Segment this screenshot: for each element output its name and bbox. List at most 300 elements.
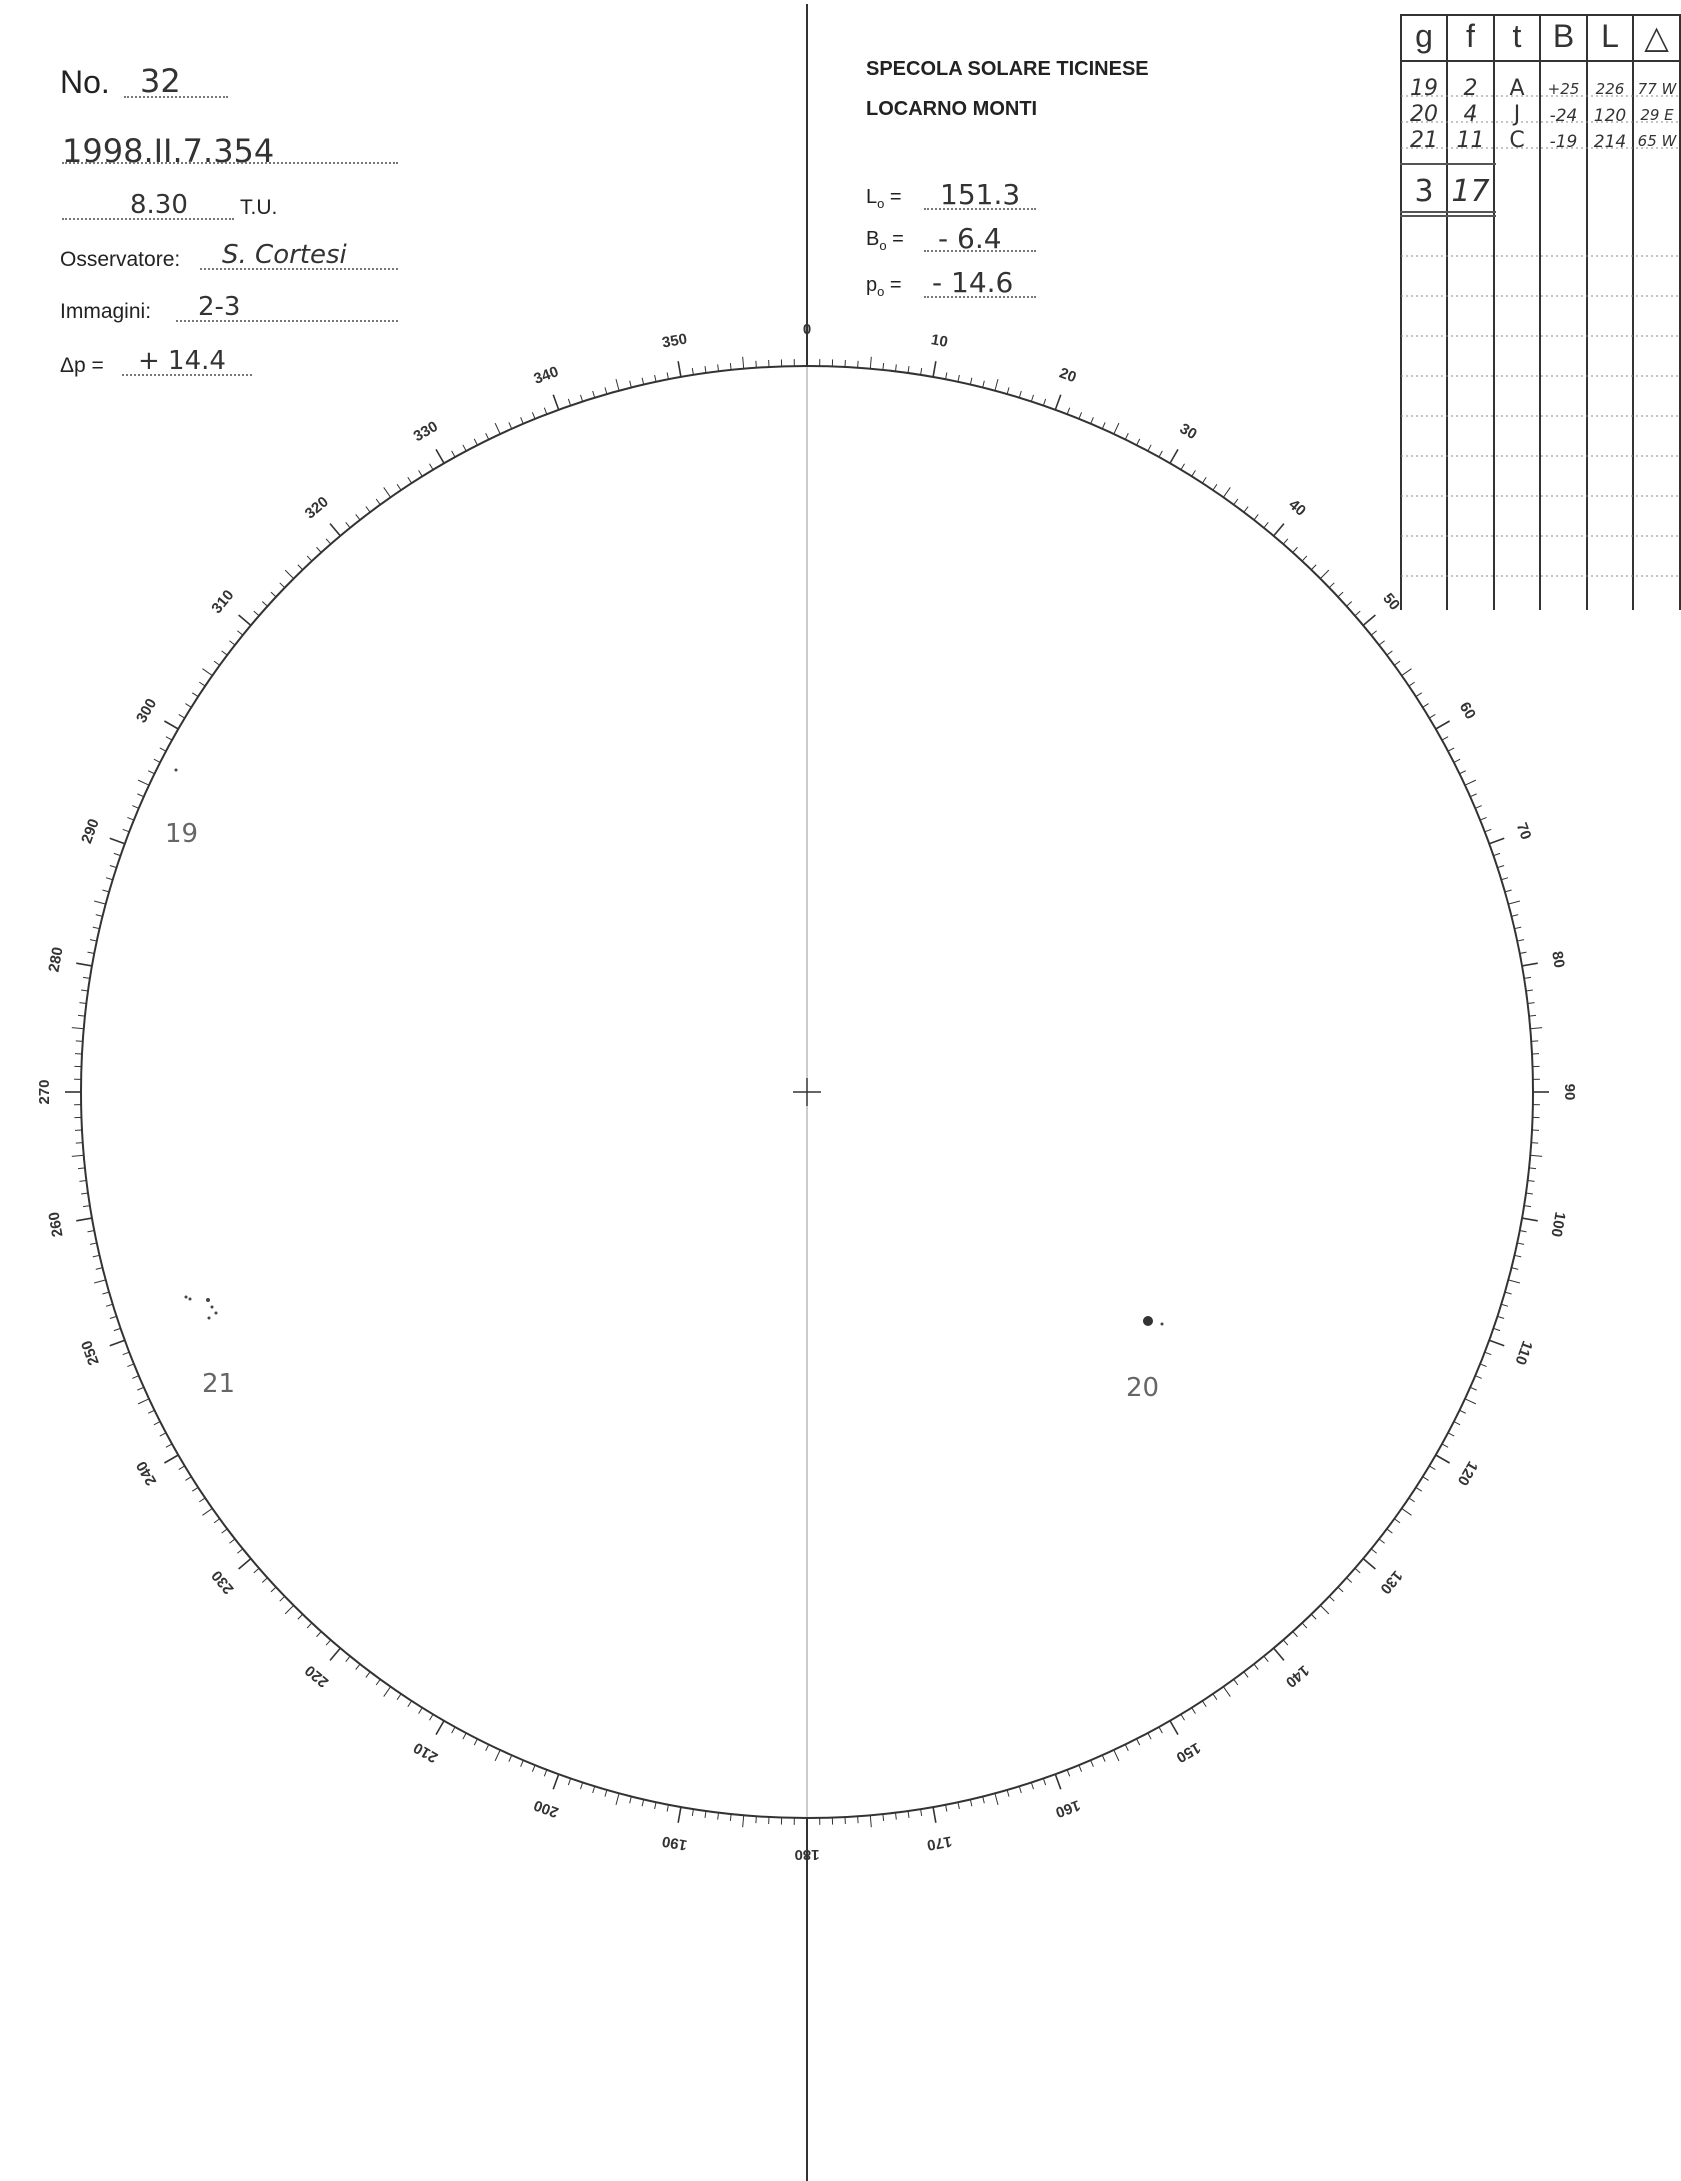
degree-tick <box>179 714 185 718</box>
total-spots: 17 <box>1451 174 1490 209</box>
degree-tick <box>76 963 92 966</box>
degree-tick <box>1254 1664 1258 1670</box>
row-21-l: 214 <box>1593 132 1627 152</box>
degree-tick <box>495 1750 500 1761</box>
degree-tick <box>1159 451 1162 457</box>
degree-tick <box>1460 771 1466 774</box>
degree-tick <box>366 1672 370 1678</box>
degree-tick <box>1244 1672 1248 1678</box>
degree-tick <box>1475 806 1481 809</box>
degree-tick <box>356 514 360 520</box>
degree-tick <box>138 780 149 785</box>
delta-p-value: + 14.4 <box>138 346 226 376</box>
degree-tick <box>1043 399 1045 406</box>
time-unit-label: T.U. <box>240 196 278 219</box>
degree-tick <box>1505 1292 1512 1294</box>
degree-tick <box>317 547 322 552</box>
degree-tick <box>1454 1422 1460 1425</box>
degree-tick <box>1234 1679 1238 1685</box>
degree-tick <box>1320 1605 1328 1613</box>
row-19-t: A <box>1509 76 1525 101</box>
sheet-number-label: No. <box>60 64 110 100</box>
degree-tick <box>1223 487 1230 497</box>
degree-tick <box>486 1745 489 1751</box>
sunspot-group-21-spot-f <box>208 1317 211 1320</box>
degree-tick <box>544 1770 547 1777</box>
degree-tick <box>1470 794 1476 797</box>
degree-tick <box>605 387 607 394</box>
degree-tick <box>678 1807 681 1823</box>
degree-tick <box>1202 1701 1206 1707</box>
degree-tick <box>239 1559 251 1569</box>
group-21-label: 21 <box>202 1369 236 1399</box>
degree-tick <box>486 433 489 439</box>
degree-tick <box>544 408 547 415</box>
degree-tick <box>1181 1714 1185 1720</box>
degree-tick <box>199 682 205 686</box>
degree-tick <box>132 806 138 809</box>
degree-tick <box>995 1793 998 1805</box>
degree-tick <box>222 1529 228 1533</box>
degree-tick <box>192 1487 198 1491</box>
row-19-b: +25 <box>1547 80 1580 98</box>
degree-tick <box>326 539 331 544</box>
degree-tick <box>1442 737 1448 740</box>
degree-label-20: 20 <box>1057 364 1079 387</box>
degree-tick <box>1505 890 1512 892</box>
degree-tick <box>1293 547 1298 552</box>
degree-tick <box>642 378 644 385</box>
degree-tick <box>397 1694 401 1700</box>
degree-tick <box>94 1280 106 1283</box>
degree-tick <box>1454 759 1460 762</box>
degree-tick <box>229 641 235 645</box>
row-20-t: J <box>1513 102 1521 127</box>
degree-label-0: 0 <box>802 320 812 338</box>
degree-tick <box>1489 1340 1504 1345</box>
degree-tick <box>1448 748 1454 751</box>
degree-label-90: 90 <box>1561 1083 1579 1101</box>
degree-tick <box>474 1739 477 1745</box>
degree-tick <box>983 381 985 388</box>
degree-label-230: 230 <box>208 1567 238 1598</box>
degree-tick <box>376 499 380 505</box>
degree-tick <box>179 1466 185 1470</box>
degree-tick <box>1394 1519 1400 1523</box>
degree-tick <box>1493 1328 1500 1330</box>
degree-tick <box>1019 391 1021 398</box>
degree-tick <box>1019 1786 1021 1793</box>
degree-tick <box>164 721 178 729</box>
degree-tick <box>509 422 512 428</box>
degree-tick <box>970 1799 972 1806</box>
degree-tick <box>96 915 103 917</box>
degree-tick <box>1379 1539 1385 1543</box>
po-letter: p <box>866 274 878 296</box>
degree-tick <box>237 1549 242 1553</box>
degree-tick <box>1514 1255 1521 1257</box>
degree-tick <box>452 451 455 457</box>
degree-tick <box>83 1206 90 1207</box>
degree-tick <box>1475 1376 1481 1379</box>
degree-tick <box>463 1733 466 1739</box>
bo-subscript: o <box>879 238 887 253</box>
observation-date: 1998.II.7.354 <box>62 132 275 170</box>
degree-label-290: 290 <box>78 816 103 846</box>
degree-tick <box>1043 1778 1045 1785</box>
degree-tick <box>90 940 97 941</box>
degree-tick <box>346 522 350 527</box>
degree-tick <box>1007 1790 1009 1797</box>
degree-label-130: 130 <box>1376 1567 1406 1598</box>
row-21-f: 11 <box>1456 128 1485 153</box>
degree-tick <box>110 838 125 843</box>
degree-tick <box>1274 524 1284 536</box>
degree-tick <box>1429 714 1435 718</box>
degree-label-170: 170 <box>925 1832 954 1854</box>
degree-tick <box>346 1656 350 1661</box>
degree-tick <box>1497 1316 1504 1318</box>
lo-equals: = <box>889 186 902 208</box>
degree-tick <box>705 366 706 373</box>
degree-tick <box>1436 1455 1450 1463</box>
degree-label-320: 320 <box>301 493 332 523</box>
degree-tick <box>214 1519 220 1523</box>
degree-tick <box>1302 556 1307 561</box>
degree-tick <box>102 890 109 892</box>
degree-tick <box>1387 1529 1393 1533</box>
degree-tick <box>1202 477 1206 483</box>
degree-tick <box>1363 1559 1375 1569</box>
degree-tick <box>72 1155 84 1156</box>
degree-tick <box>1311 1614 1316 1619</box>
degree-tick <box>1091 417 1094 423</box>
degree-tick <box>254 611 259 616</box>
degree-tick <box>1079 412 1082 418</box>
degree-label-160: 160 <box>1053 1796 1083 1821</box>
degree-tick <box>76 1218 92 1221</box>
degree-tick <box>667 1805 668 1812</box>
table-header-l: L <box>1601 18 1619 54</box>
degree-tick <box>102 1292 109 1294</box>
sunspot-group-21-spot-c <box>206 1298 210 1302</box>
degree-tick <box>1274 1648 1284 1660</box>
degree-tick <box>593 391 595 398</box>
degree-tick <box>1379 641 1385 645</box>
total-groups: 3 <box>1414 174 1434 209</box>
degree-tick <box>262 1578 267 1583</box>
degree-tick <box>1254 514 1258 520</box>
degree-tick <box>1529 1015 1536 1016</box>
degree-tick <box>408 477 412 483</box>
degree-label-60: 60 <box>1455 699 1479 723</box>
degree-tick <box>630 381 632 388</box>
degree-tick <box>1234 499 1238 505</box>
degree-tick <box>1436 721 1450 729</box>
degree-tick <box>132 1376 138 1379</box>
degree-tick <box>895 1813 896 1820</box>
degree-tick <box>239 615 251 625</box>
degree-tick <box>127 817 133 820</box>
degree-tick <box>1493 853 1500 855</box>
degree-tick <box>1347 1578 1352 1583</box>
row-21-g: 21 <box>1410 128 1438 153</box>
degree-label-120: 120 <box>1453 1458 1481 1489</box>
row-20-g: 20 <box>1410 102 1438 127</box>
degree-label-300: 300 <box>133 695 161 726</box>
degree-tick <box>1371 631 1376 635</box>
degree-tick <box>908 1811 909 1818</box>
table-header-t: t <box>1512 18 1522 54</box>
degree-label-70: 70 <box>1512 820 1535 842</box>
degree-tick <box>330 524 340 536</box>
row-20-b: -24 <box>1549 106 1578 126</box>
degree-tick <box>1423 704 1429 708</box>
degree-tick <box>202 1508 212 1515</box>
degree-tick <box>553 395 558 410</box>
degree-tick <box>1489 838 1504 843</box>
degree-tick <box>1522 1218 1538 1221</box>
degree-tick <box>1213 484 1217 490</box>
row-19-f: 2 <box>1463 76 1478 101</box>
degree-tick <box>1329 1596 1334 1601</box>
degree-tick <box>1511 1268 1518 1270</box>
degree-tick <box>307 1623 312 1628</box>
degree-tick <box>166 737 172 740</box>
degree-tick <box>148 1410 154 1413</box>
degree-tick <box>1442 1444 1448 1447</box>
degree-tick <box>1517 1243 1524 1244</box>
degree-tick <box>452 1727 455 1733</box>
degree-tick <box>946 1805 947 1812</box>
degree-tick <box>1530 1028 1542 1029</box>
degree-tick <box>384 1687 391 1697</box>
degree-tick <box>743 1815 744 1827</box>
degree-tick <box>229 1539 235 1543</box>
bo-letter: B <box>866 228 880 250</box>
degree-tick <box>366 507 370 513</box>
images-value: 2-3 <box>198 292 241 322</box>
degree-tick <box>1148 1733 1151 1739</box>
degree-tick <box>1055 395 1060 410</box>
degree-tick <box>1480 1364 1486 1367</box>
degree-tick <box>616 379 619 391</box>
degree-label-110: 110 <box>1511 1338 1536 1368</box>
degree-tick <box>1526 1193 1533 1194</box>
degree-tick <box>271 1587 276 1592</box>
degree-tick <box>1114 1750 1119 1761</box>
degree-tick <box>995 379 998 391</box>
degree-tick <box>271 592 276 597</box>
po-subscript: o <box>877 284 885 299</box>
degree-tick <box>164 1455 178 1463</box>
degree-tick <box>983 1796 985 1803</box>
table-header-delta: △ <box>1644 19 1669 55</box>
degree-tick <box>429 464 433 470</box>
degree-tick <box>495 423 500 434</box>
degree-tick <box>1067 408 1070 415</box>
degree-tick <box>870 357 871 369</box>
lo-value: 151.3 <box>940 178 1021 211</box>
sunspot-group-21-spot-a <box>185 1296 188 1299</box>
sunspot-group-20-spot-small <box>1161 1323 1164 1326</box>
group-20-label: 20 <box>1126 1373 1160 1403</box>
degree-tick <box>580 1782 582 1789</box>
degree-tick <box>642 1799 644 1806</box>
degree-tick <box>148 771 154 774</box>
degree-tick <box>1497 865 1504 867</box>
degree-tick <box>1264 522 1268 527</box>
degree-tick <box>419 470 423 476</box>
degree-tick <box>214 661 220 665</box>
degree-tick <box>1409 1498 1415 1502</box>
degree-tick <box>1511 915 1518 917</box>
degree-tick <box>718 1813 719 1820</box>
degree-tick <box>78 1168 85 1169</box>
table-header-g: g <box>1415 18 1433 54</box>
degree-tick <box>397 484 401 490</box>
degree-tick <box>87 1231 94 1232</box>
degree-tick <box>1448 1433 1454 1436</box>
degree-tick <box>1192 1708 1196 1714</box>
degree-tick <box>933 1807 936 1823</box>
degree-tick <box>667 372 668 379</box>
group-19-label: 19 <box>165 819 199 849</box>
sunspot-group-21-spot-d <box>211 1306 214 1309</box>
degree-tick <box>1520 952 1527 953</box>
degree-tick <box>1522 963 1538 966</box>
degree-tick <box>1293 1632 1298 1637</box>
degree-tick <box>568 1778 570 1785</box>
degree-tick <box>1485 829 1492 832</box>
degree-tick <box>285 570 293 578</box>
degree-tick <box>1520 1231 1527 1232</box>
sunspot-group-19-spot <box>175 769 178 772</box>
degree-tick <box>946 372 947 379</box>
degree-tick <box>1102 422 1105 428</box>
degree-tick <box>921 368 922 375</box>
degree-tick <box>280 1596 285 1601</box>
degree-tick <box>317 1632 322 1637</box>
degree-tick <box>1102 1755 1105 1761</box>
degree-tick <box>356 1664 360 1670</box>
degree-tick <box>1055 1774 1060 1789</box>
degree-tick <box>384 487 391 497</box>
degree-tick <box>895 364 896 371</box>
images-label: Immagini: <box>60 300 152 323</box>
degree-label-40: 40 <box>1285 495 1309 520</box>
degree-tick <box>330 1648 340 1660</box>
degree-tick <box>1125 433 1128 439</box>
degree-tick <box>307 556 312 561</box>
degree-tick <box>1223 1687 1230 1697</box>
degree-tick <box>1508 1280 1520 1283</box>
delta-p-label: Δp = <box>60 354 104 377</box>
degree-tick <box>160 748 166 751</box>
degree-label-50: 50 <box>1379 590 1404 614</box>
sunspot-group-20-spot <box>1143 1316 1153 1326</box>
degree-tick <box>166 1444 172 1447</box>
degree-tick <box>1007 387 1009 394</box>
degree-label-340: 340 <box>531 363 561 388</box>
po-equals: = <box>889 274 902 296</box>
degree-tick <box>1387 651 1393 655</box>
degree-tick <box>678 361 681 377</box>
degree-tick <box>160 1433 166 1436</box>
degree-tick <box>1320 570 1328 578</box>
degree-tick <box>1524 1206 1531 1207</box>
degree-tick <box>1517 940 1524 941</box>
observer-label: Osservatore: <box>60 248 181 271</box>
degree-tick <box>568 399 570 406</box>
degree-tick <box>1530 1155 1542 1156</box>
degree-label-190: 190 <box>660 1832 689 1854</box>
lo-subscript: o <box>877 196 885 211</box>
row-20-l: 120 <box>1593 106 1627 126</box>
degree-tick <box>110 1340 125 1345</box>
degree-tick <box>123 1352 130 1355</box>
degree-tick <box>1338 592 1343 597</box>
degree-tick <box>1485 1352 1492 1355</box>
degree-tick <box>593 1786 595 1793</box>
degree-tick <box>81 1193 88 1194</box>
degree-label-250: 250 <box>78 1338 103 1368</box>
degree-tick <box>630 1796 632 1803</box>
degree-tick <box>1529 1168 1536 1169</box>
degree-tick <box>605 1790 607 1797</box>
degree-tick <box>110 865 117 867</box>
degree-tick <box>1423 1477 1429 1481</box>
observer-value: S. Cortesi <box>222 240 347 270</box>
degree-tick <box>1416 1487 1422 1491</box>
degree-tick <box>298 1614 303 1619</box>
degree-tick <box>474 439 477 445</box>
degree-tick <box>553 1774 558 1789</box>
degree-tick <box>429 1714 433 1720</box>
degree-tick <box>1302 1623 1307 1628</box>
degree-tick <box>298 565 303 570</box>
degree-tick <box>79 1003 86 1004</box>
degree-tick <box>1283 1640 1288 1645</box>
degree-tick <box>532 1765 535 1771</box>
observatory-name: SPECOLA SOLARE TICINESE <box>866 58 1149 80</box>
degree-tick <box>1114 423 1119 434</box>
degree-tick <box>883 363 884 370</box>
degree-tick <box>463 445 466 451</box>
degree-tick <box>222 651 228 655</box>
sunspot-group-21-spot-b <box>189 1298 192 1301</box>
table-header-f: f <box>1466 18 1475 54</box>
degree-tick <box>138 1399 149 1404</box>
bo-value: - 6.4 <box>938 222 1002 255</box>
degree-tick <box>1355 1568 1360 1573</box>
degree-tick <box>154 759 160 762</box>
degree-tick <box>154 1422 160 1425</box>
degree-tick <box>262 602 267 607</box>
degree-tick <box>1526 990 1533 991</box>
degree-tick <box>883 1814 884 1821</box>
row-21-t: C <box>1509 128 1525 153</box>
degree-tick <box>1429 1466 1435 1470</box>
degree-tick <box>90 1243 97 1244</box>
degree-tick <box>78 1015 85 1016</box>
degree-tick <box>958 1802 959 1809</box>
degree-tick <box>419 1708 423 1714</box>
degree-tick <box>1409 682 1415 686</box>
degree-tick <box>1514 927 1521 929</box>
degree-tick <box>110 1316 117 1318</box>
degree-tick <box>1363 615 1375 625</box>
